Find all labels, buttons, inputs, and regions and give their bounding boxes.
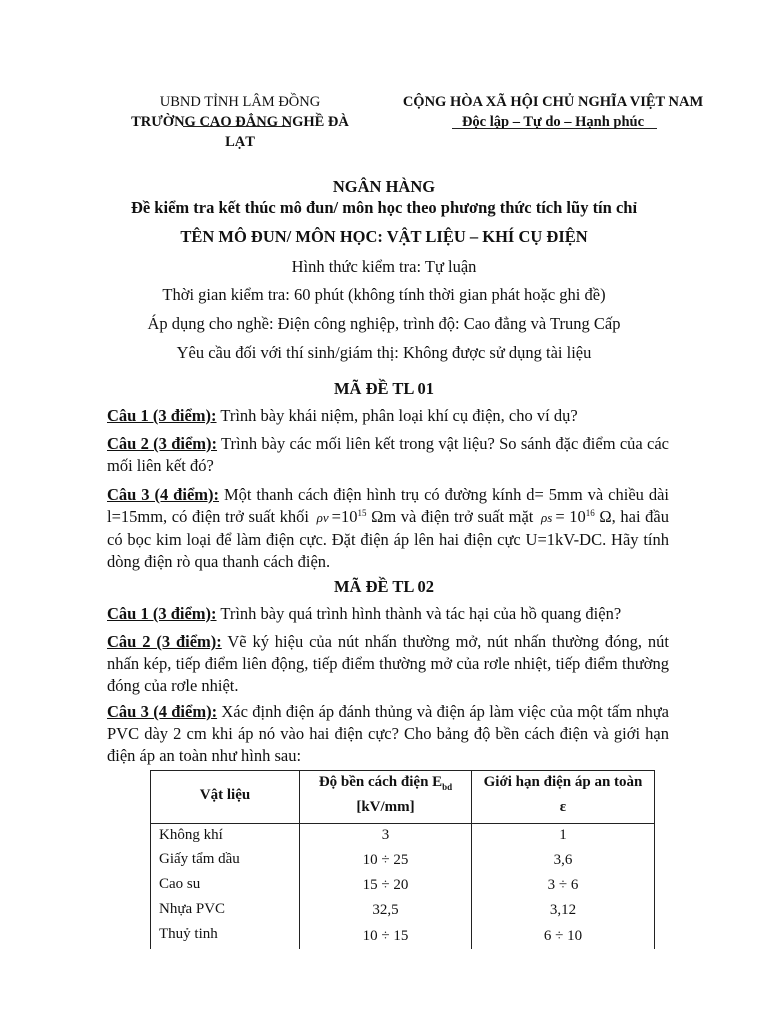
table-cell-limit: 3,12 bbox=[549, 902, 577, 918]
exam1-question3 bbox=[107, 484, 669, 573]
province-name: UBND TỈNH LÂM ĐỒNG bbox=[159, 94, 321, 110]
question-label: Câu 3 (4 điểm): bbox=[107, 702, 218, 721]
col-header-material: Vật liệu bbox=[199, 787, 251, 803]
question-text: Vẽ ký hiệu của nút nhấn thường mở, nút nhấn thường đóng, nút nhấn kép, tiếp điểm liên động, tiếp điểm thường mở của rơle nhiệt, tiếp điểm thường đóng của rơle nhiệt. bbox=[107, 632, 669, 695]
question-text: Ω, hai đầu có bọc kim loại để làm điện cực. Đặt điện áp lên hai điện cực U=1kV-DC. Hãy tính dòng điện rò qua thanh cách điện. bbox=[107, 507, 670, 571]
motto: Độc lập – Tự do – Hạnh phúc bbox=[461, 114, 645, 130]
question-label: Câu 2 (3 điểm): bbox=[107, 632, 222, 651]
exponent: 15 bbox=[357, 508, 367, 518]
apply-to: Áp dụng cho nghề: Điện công nghiệp, trình độ: Cao đẳng và Trung Cấp bbox=[147, 314, 621, 333]
question-label: Câu 1 (3 điểm): bbox=[107, 406, 217, 425]
header-right bbox=[388, 92, 718, 132]
school-name: TRƯỜNG CAO ĐẲNG NGHỀ ĐÀ LẠT bbox=[131, 114, 349, 150]
exam1-code: MÃ ĐỀ TL 01 bbox=[333, 379, 435, 398]
table-header-line bbox=[151, 823, 654, 824]
question-text: Trình bày các mối liên kết trong vật liệu? So sánh đặc điểm của các mối liên kết đó? bbox=[107, 434, 670, 475]
table-cell-material: Nhựa PVC bbox=[159, 901, 226, 917]
exponent: 16 bbox=[585, 508, 595, 518]
col-header-unit: [kV/mm] bbox=[356, 799, 415, 815]
exam-time: Thời gian kiểm tra: 60 phút (không tính thời gian phát hoặc ghi đề) bbox=[162, 285, 606, 304]
table-cell-strength: 3 bbox=[381, 827, 390, 843]
header-left-underline bbox=[183, 126, 291, 127]
country-name: CỘNG HÒA XÃ HỘI CHỦ NGHĨA VIỆT NAM bbox=[402, 94, 704, 110]
requirement: Yêu cầu đối với thí sinh/giám thị: Không được sử dụng tài liệu bbox=[176, 343, 592, 362]
question-text: Một thanh cách điện hình trụ có đường kính d= 5mm và chiều dài l=15mm, có điện trở suất khối bbox=[107, 485, 670, 526]
table-cell-strength: 15 ÷ 20 bbox=[362, 877, 409, 893]
table-cell-limit: 3,6 bbox=[553, 852, 573, 868]
insulation-table bbox=[150, 770, 655, 949]
table-cell-material: Giấy tẩm dầu bbox=[159, 851, 240, 867]
table-cell-material: Không khí bbox=[159, 827, 223, 843]
doc-title: NGÂN HÀNG bbox=[332, 177, 436, 196]
rho-s-symbol: ρs bbox=[541, 510, 553, 525]
rho-v-symbol: ρv bbox=[316, 510, 329, 525]
col-header-epsilon: ε bbox=[559, 799, 567, 815]
subscript: bd bbox=[442, 782, 453, 792]
table-cell-strength: 10 ÷ 25 bbox=[362, 852, 409, 868]
col-header-strength bbox=[300, 774, 471, 792]
exam1-question2 bbox=[107, 433, 669, 477]
question-text: =10 bbox=[331, 507, 358, 526]
question-text: Trình bày khái niệm, phân loại khí cụ điện, cho ví dụ? bbox=[216, 406, 578, 425]
question-text: = 10 bbox=[555, 507, 586, 526]
question-label: Câu 3 (4 điểm): bbox=[107, 485, 220, 504]
exam2-question3 bbox=[107, 701, 669, 767]
col-header-text: Độ bền cách điện E bbox=[318, 774, 443, 790]
table-cell-material: Cao su bbox=[159, 876, 201, 892]
exam-form: Hình thức kiểm tra: Tự luận bbox=[291, 257, 477, 276]
question-text: Trình bày quá trình hình thành và tác hại của hồ quang điện? bbox=[216, 604, 622, 623]
doc-subtitle: Đề kiểm tra kết thúc mô đun/ môn học theo phương thức tích lũy tín chỉ bbox=[130, 198, 638, 217]
header-left bbox=[120, 92, 360, 152]
motto-underline bbox=[452, 128, 657, 129]
exam1-question1 bbox=[107, 405, 669, 427]
table-cell-limit: 1 bbox=[559, 827, 567, 843]
col-header-limit: Giới hạn điện áp an toàn bbox=[483, 774, 643, 790]
table-cell-strength: 10 ÷ 15 bbox=[362, 928, 409, 944]
exam2-question2 bbox=[107, 631, 669, 697]
question-label: Câu 2 (3 điểm): bbox=[107, 434, 218, 453]
table-cell-material: Thuỷ tinh bbox=[159, 926, 218, 942]
question-text: Xác định điện áp đánh thủng và điện áp làm việc của một tấm nhựa PVC dày 2 cm khi áp nó vào hai điện cực? Cho bảng độ bền cách điện và giới hạn điện áp an toàn như hình sau: bbox=[107, 702, 670, 765]
module-name: TÊN MÔ ĐUN/ MÔN HỌC: VẬT LIỆU – KHÍ CỤ ĐIỆN bbox=[180, 227, 588, 246]
exam2-question1 bbox=[107, 603, 669, 625]
table-cell-limit: 3 ÷ 6 bbox=[547, 877, 579, 893]
exam2-code: MÃ ĐỀ TL 02 bbox=[333, 577, 435, 596]
question-text: Ωm và điện trở suất mặt bbox=[366, 507, 539, 526]
table-cell-limit: 6 ÷ 10 bbox=[543, 928, 583, 944]
table-cell-strength: 32,5 bbox=[372, 902, 399, 918]
question-label: Câu 1 (3 điểm): bbox=[107, 604, 217, 623]
